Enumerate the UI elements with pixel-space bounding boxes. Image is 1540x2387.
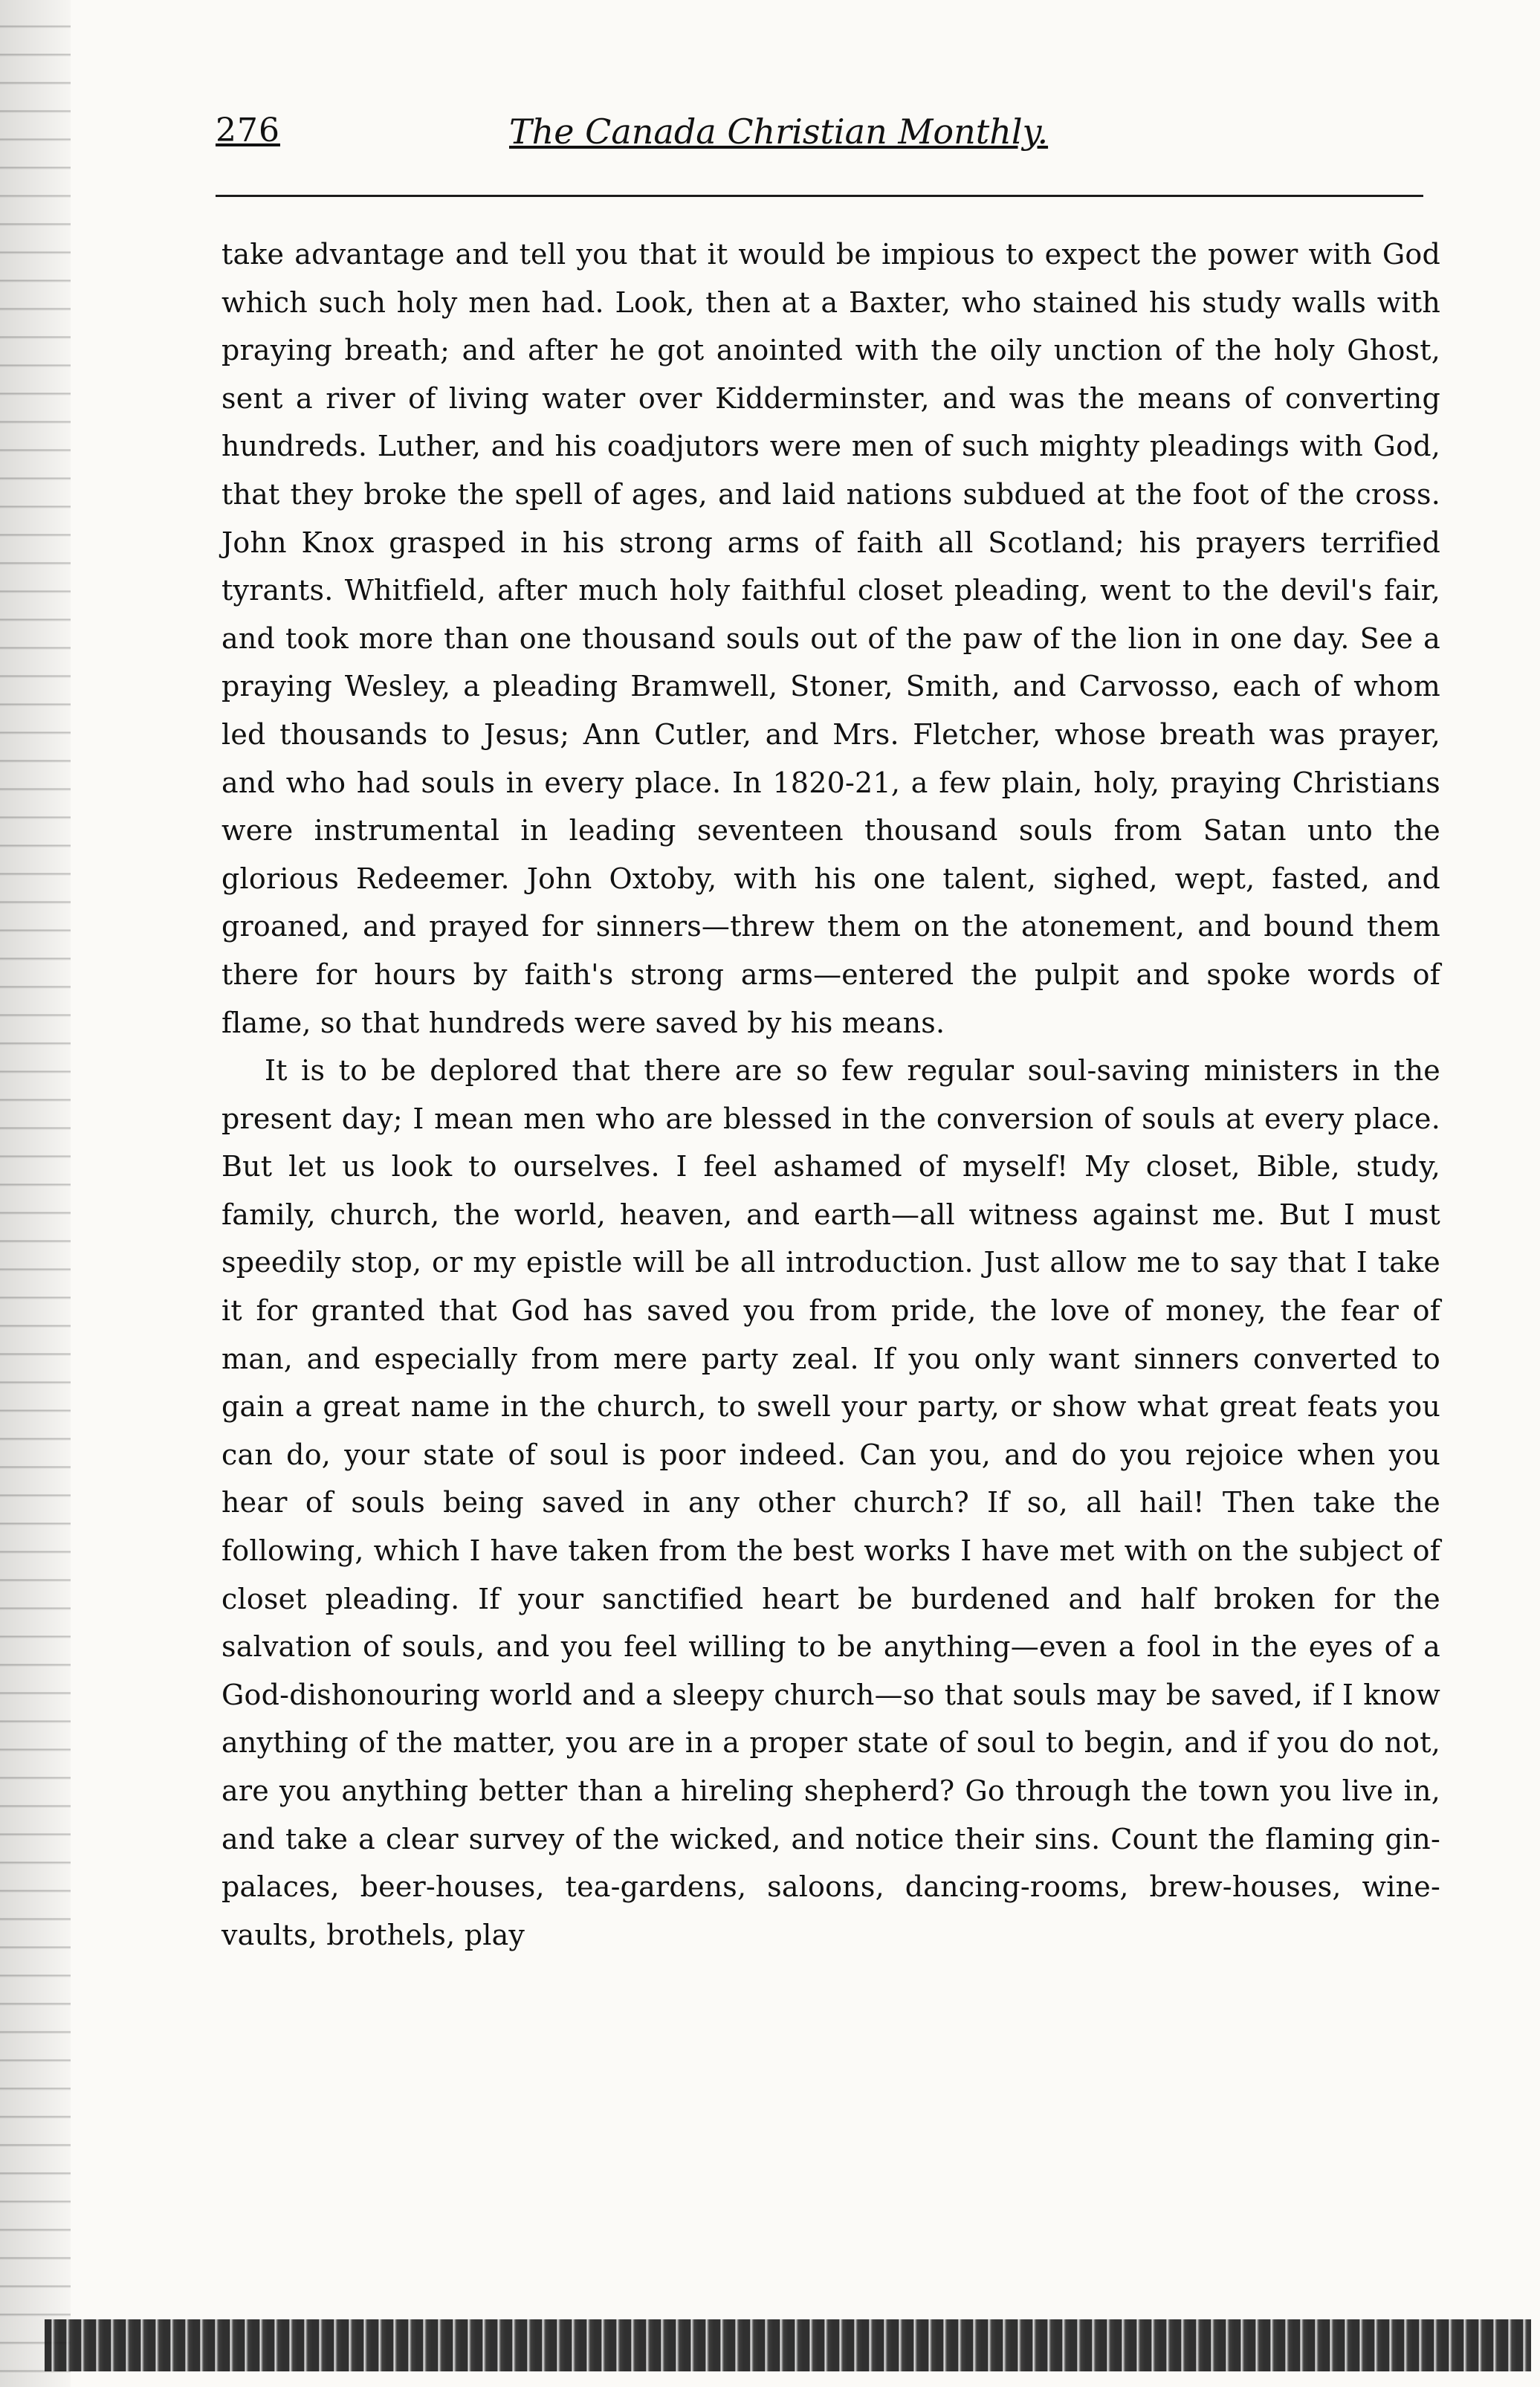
paragraph-2: It is to be deplored that there are so few regular soul-saving ministers in the present day; I mean men who are blessed in the conversion of souls at every place. But let us look to ourselves. I feel ashamed of myself! My closet, Bible, study, family, church, the world, heaven, and earth—all witness against me. But I must speedily stop, or my epistle will be all introduction. Just allow me to say that I take it for granted that God has saved you from pride, the love of money, the fear of man, and especially from mere party zeal. If you only want sinners converted to gain a great name in the church, to swell your party, or show what great feats you can do, your state of soul is poor indeed. Can you, and do you rejoice when you hear of souls being saved in any other church? If so, all hail! Then take the following, which I have taken from the best works I have met with on the subject of closet pleading. If your sanctified heart be burdened and half broken for the salvation of souls, and you feel willing to be anything—even a fool in the eyes of a God-dishonouring world and a sleepy church—so that souls may be saved, if I know anything of the matter, you are in a proper state of soul to begin, and if you do not, are you anything better than a hireling shepherd? Go through the town you live in, and take a clear survey of the wicked, and notice their sins. Count the flaming gin-palaces, beer-houses, tea-gardens, saloons, dancing-rooms, brew-houses, wine-vaults, brothels, play [221, 1054, 1440, 1951]
running-title: The Canada Christian Monthly. [509, 112, 1049, 152]
paragraph-1: take advantage and tell you that it would be impious to expect the power with God which such holy men had. Look, then at a Baxter, who stained his study walls with praying breath; and after he got anointed with the oily unction of the holy Ghost, sent a river of living water over Kidderminster, and was the means of converting hundreds. Luther, and his coadjutors were men of such mighty pleadings with God, that they broke the spell of ages, and laid nations subdued at the foot of the cross. John Knox grasped in his strong arms of faith all Scotland; his prayers terrified tyrants. Whitfield, after much holy faithful closet pleading, went to the devil's fair, and took more than one thousand souls out of the paw of the lion in one day. See a praying Wesley, a pleading Bramwell, Stoner, Smith, and Carvosso, each of whom led thousands to Jesus; Ann Cutler, and Mrs. Fletcher, whose breath was prayer, and who had souls in every place. In 1820-21, a few plain, holy, praying Christians were instrumental in leading seventeen thousand souls from Satan unto the glorious Redeemer. John Oxtoby, with his one talent, sighed, wept, fasted, and groaned, and prayed for sinners—threw them on the atonement, and bound them there for hours by faith's strong arms—entered the pulpit and spoke words of flame, so that hundreds were saved by his means. [221, 238, 1440, 1039]
body-text [221, 230, 1440, 1959]
page-header [216, 112, 1427, 171]
binding-gutter [0, 0, 71, 2387]
header-rule [216, 195, 1423, 197]
page-number: 276 [216, 112, 280, 149]
scan-bottom-band [45, 2319, 1531, 2371]
